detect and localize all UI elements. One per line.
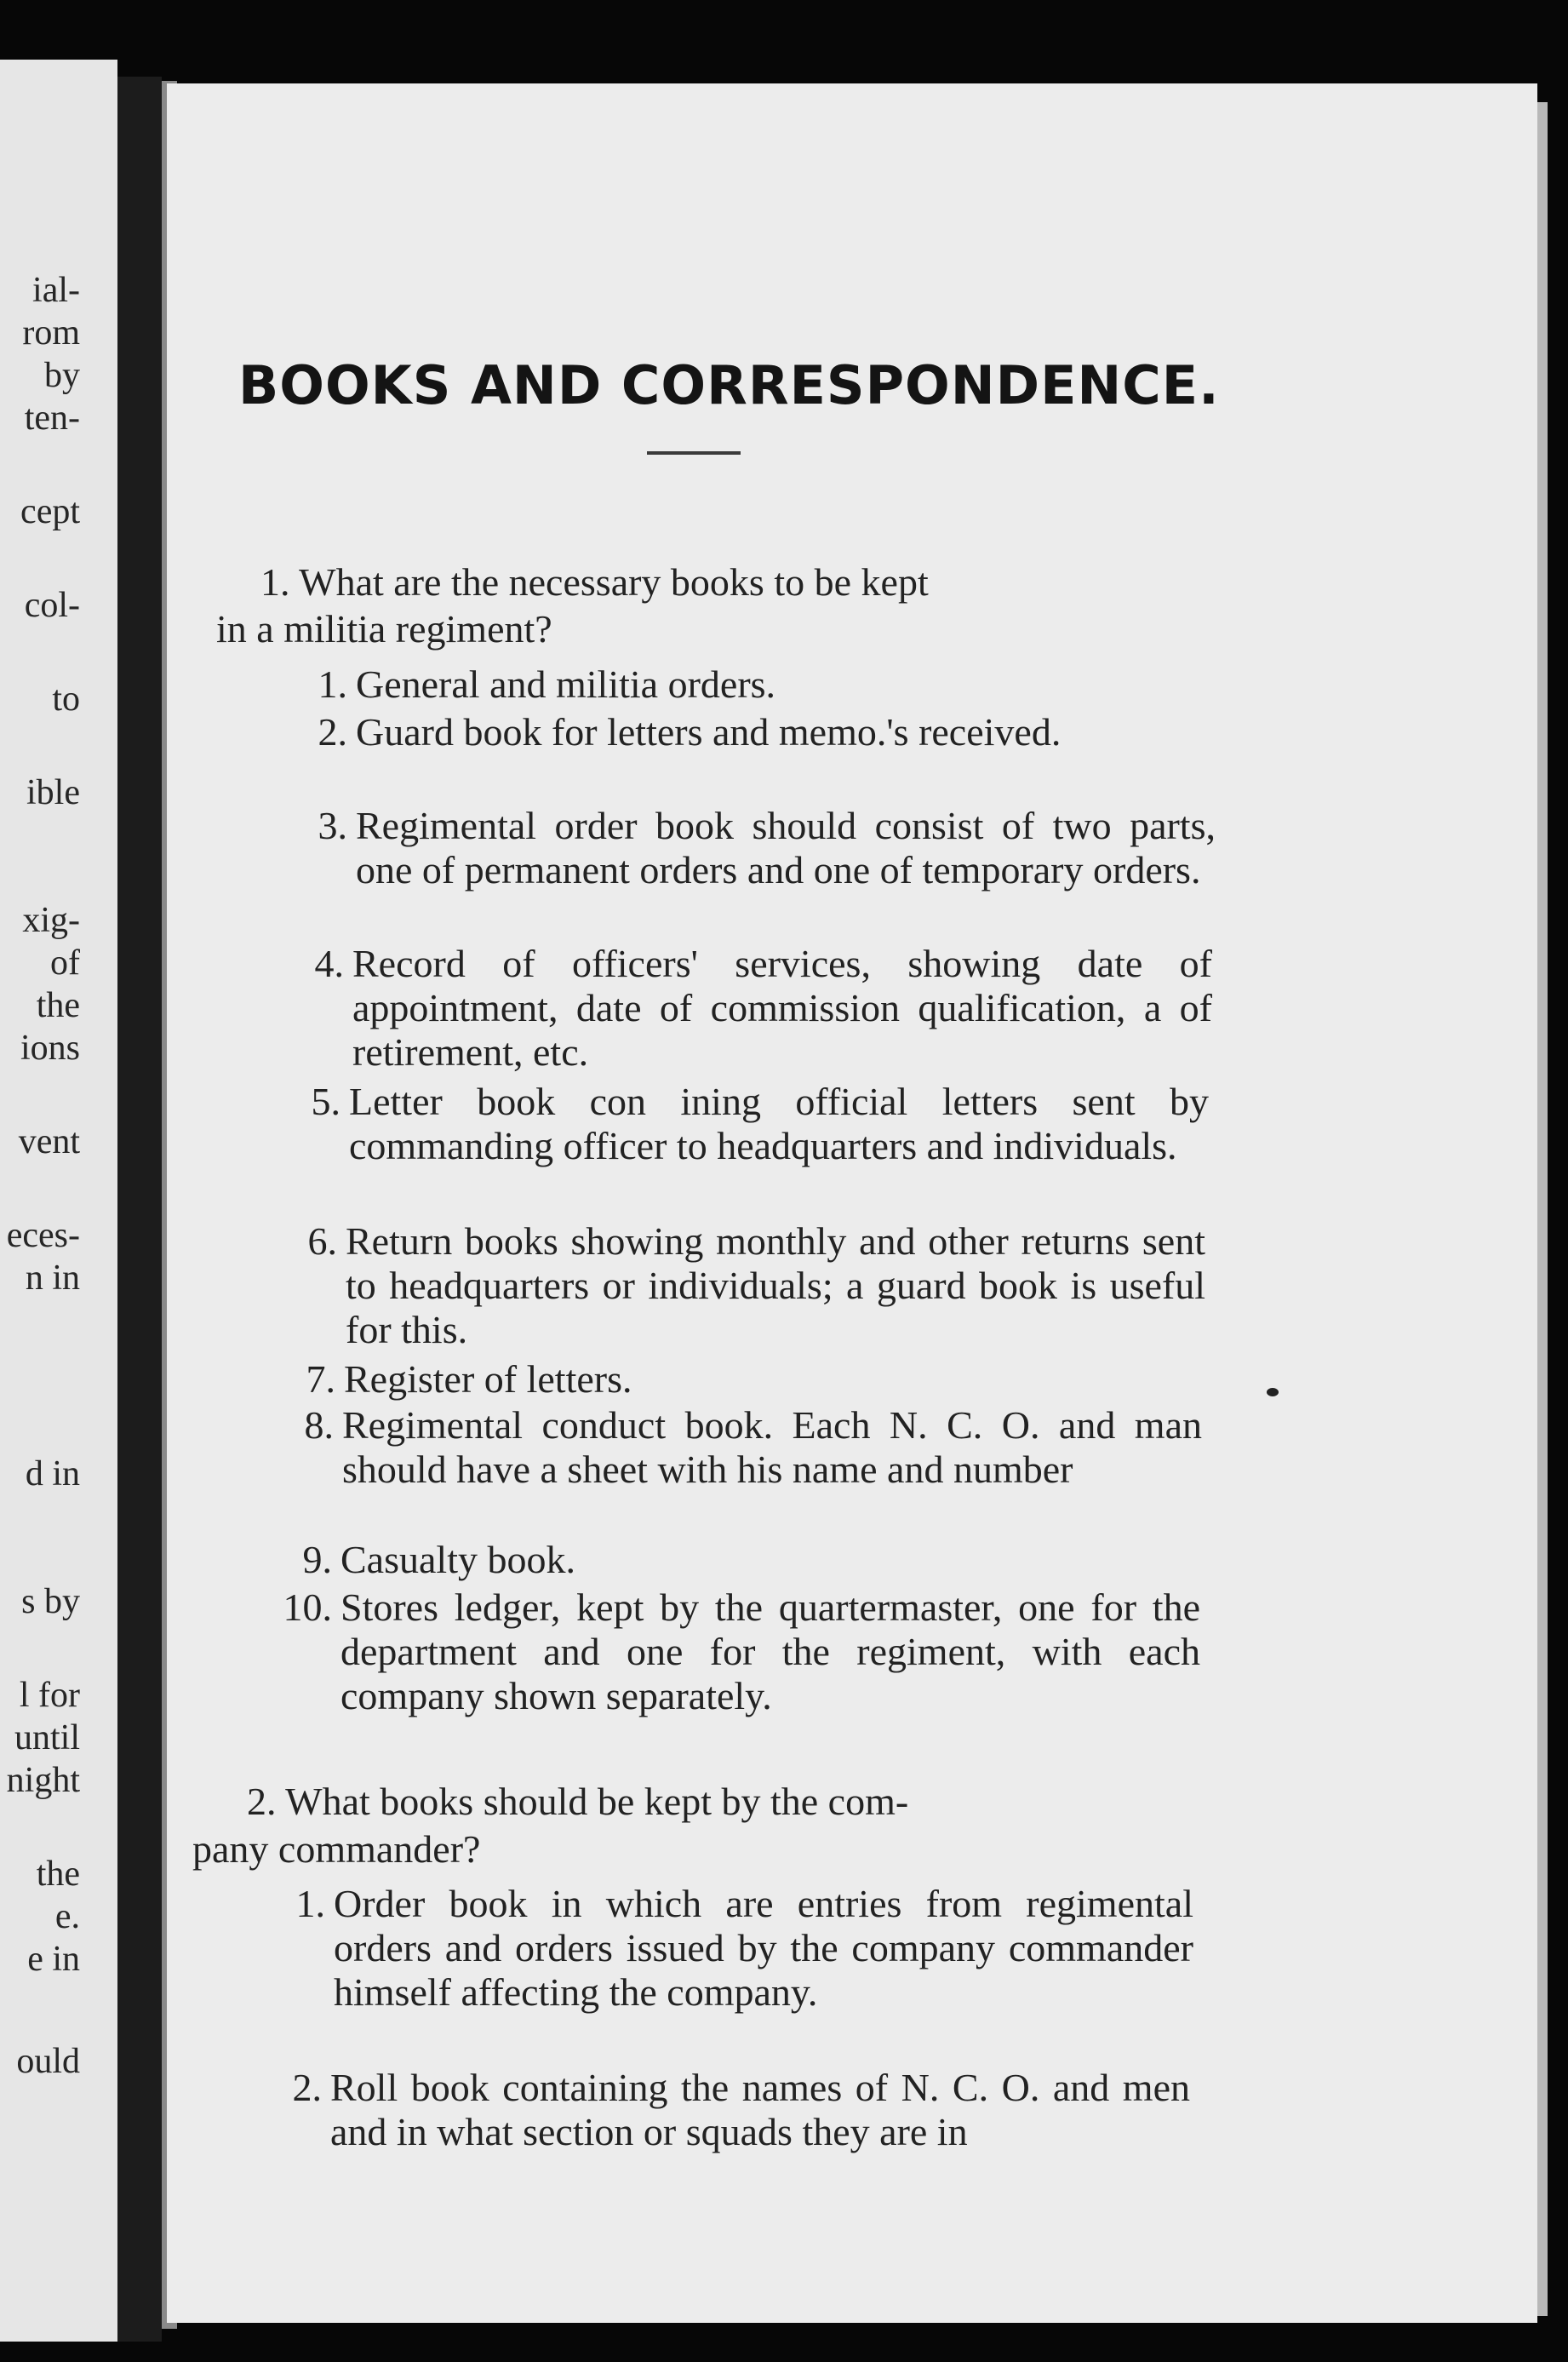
left-page-text: d in — [25, 1454, 80, 1493]
list-item: 10. Stores ledger, kept by the quartermaster, one for the department and one for the regiment, with each company shown separately. — [283, 1585, 1200, 1717]
left-page-text: e. — [54, 1897, 80, 1936]
left-page-text: xig- — [22, 901, 80, 940]
list-item: 6. Return books showing monthly and other returns sent to headquarters or individuals; a guard book is useful for this. — [307, 1219, 1205, 1351]
question-2 — [247, 1780, 1353, 1824]
list-item: 9. Casualty book. — [302, 1538, 575, 1581]
left-page-text: by — [44, 356, 80, 395]
left-page-text: ial- — [32, 271, 80, 310]
ink-speck — [1267, 1388, 1279, 1396]
question-1 — [260, 560, 1367, 605]
book-binding — [117, 77, 162, 2342]
list-item: 4. Record of officers' services, showing date of appointment, date of commission qualification, a of retirement, etc. — [314, 942, 1212, 1074]
question-text: in a militia regiment? — [216, 607, 552, 651]
left-page-text: col- — [24, 586, 80, 625]
question-number: 2. — [247, 1780, 277, 1823]
left-page-text: the — [36, 986, 80, 1025]
left-page-text: e in — [27, 1940, 80, 1979]
left-page-text: eces- — [6, 1216, 80, 1255]
question-text: What are the necessary books to be kept — [299, 560, 929, 604]
title-divider — [647, 451, 741, 455]
left-page-text: ions — [20, 1029, 80, 1068]
page-title: BOOKS AND CORRESPONDENCE. — [238, 354, 1220, 416]
main-page — [167, 83, 1537, 2323]
question-2-continued — [192, 1827, 1299, 1872]
question-text: What books should be kept by the com- — [285, 1780, 909, 1823]
list-item: 1. General and militia orders. — [318, 662, 776, 706]
left-page-text: rom — [22, 313, 80, 353]
left-page-text: of — [50, 943, 80, 983]
left-page-text: vent — [18, 1122, 80, 1161]
list-item: 5. Letter book con ining official letters sent by commanding officer to headquarters and individuals. — [311, 1080, 1209, 1167]
question-text: pany commander? — [192, 1827, 481, 1871]
list-item: 3. Regimental order book should consist of two parts, one of permanent orders and one of temporary orders. — [318, 804, 1216, 891]
left-page-text: ible — [26, 773, 80, 812]
left-page-text: the — [36, 1855, 80, 1894]
list-item: 2. Roll book containing the names of N. C. O. and men and in what section or squads they are in — [292, 2066, 1190, 2153]
left-page-text: n in — [25, 1258, 80, 1298]
left-page-text: ten- — [24, 398, 80, 438]
left-page-text: s by — [21, 1582, 80, 1621]
list-item: 7. Register of letters. — [306, 1357, 632, 1401]
question-number: 1. — [260, 560, 290, 604]
left-page-text: until — [14, 1718, 80, 1757]
list-item: 1. Order book in which are entries from regimental orders and orders issued by the company commander himself affecting the company. — [295, 1882, 1193, 2014]
left-page-text: l for — [19, 1676, 80, 1715]
list-item: 2. Guard book for letters and memo.'s received. — [318, 710, 1062, 754]
list-item: 8. Regimental conduct book. Each N. C. O. and man should have a sheet with his name and number — [304, 1403, 1202, 1491]
question-1-continued — [216, 607, 1323, 651]
left-page-text: to — [52, 679, 80, 719]
left-page-fragment — [0, 60, 117, 2342]
left-page-text: night — [6, 1761, 80, 1800]
page-edge — [1537, 102, 1548, 2316]
left-page-text: cept — [20, 492, 80, 531]
left-page-text: ould — [16, 2042, 80, 2081]
